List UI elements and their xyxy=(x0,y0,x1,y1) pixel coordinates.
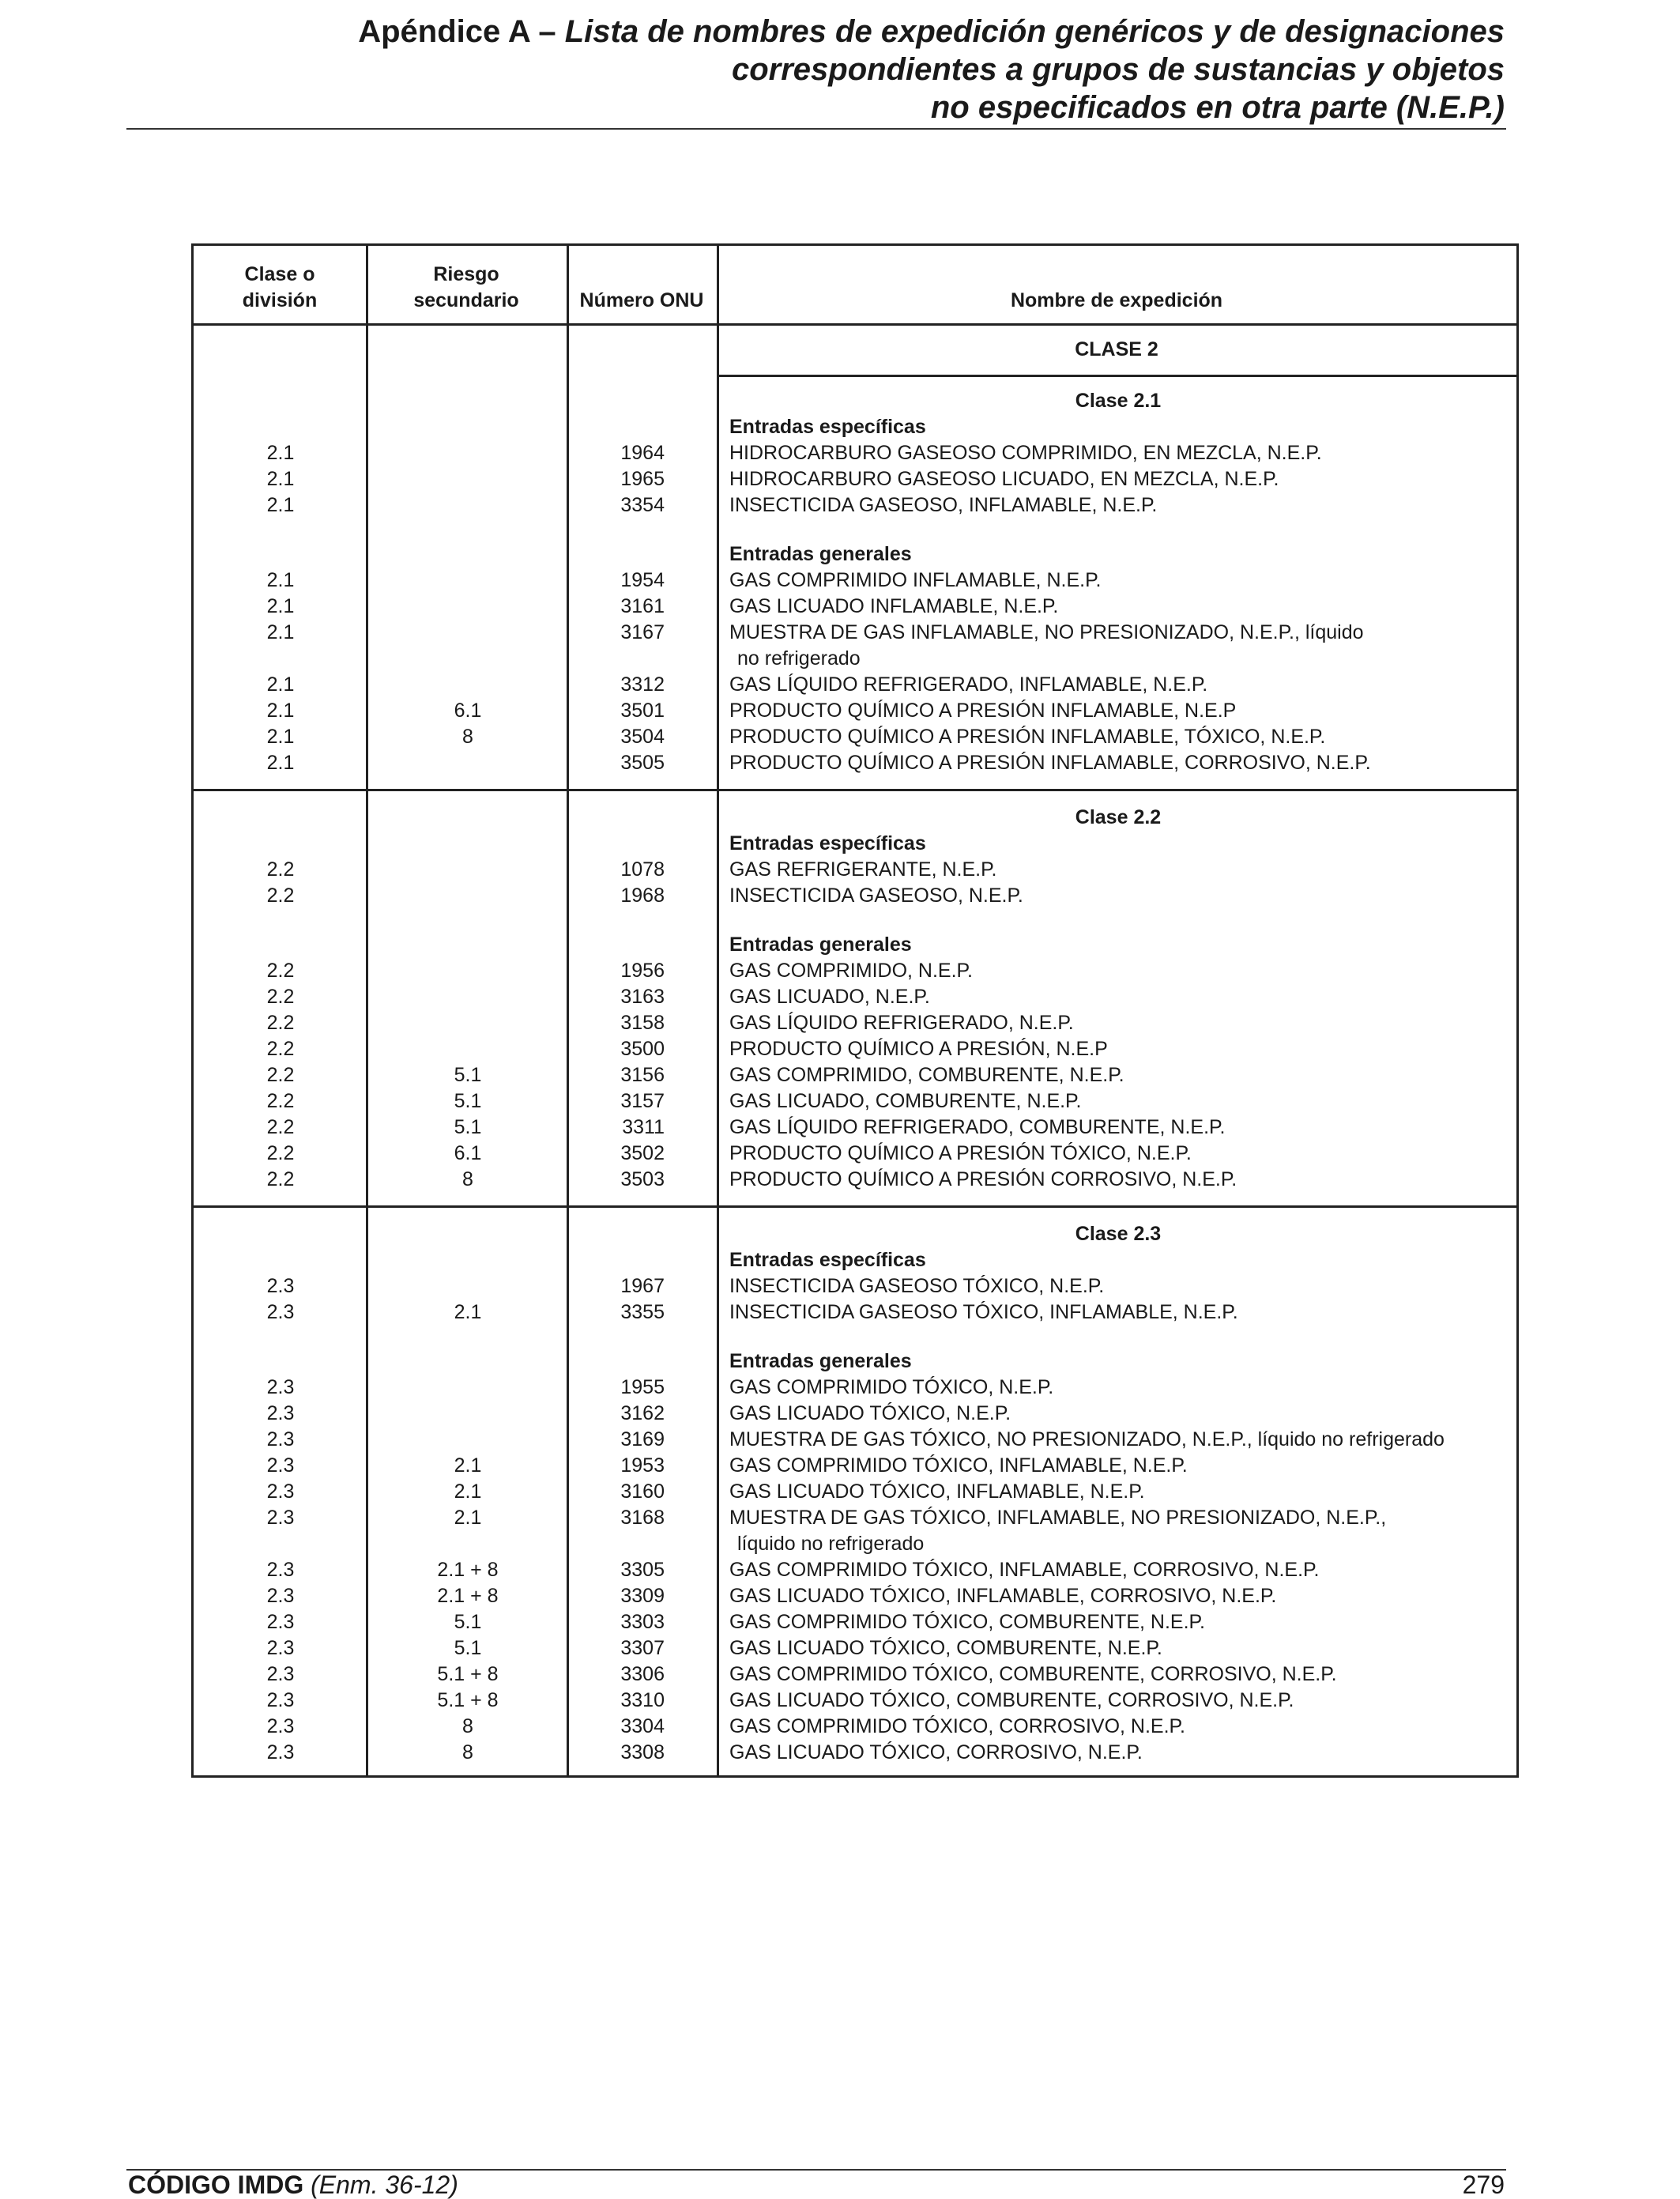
un-number-cell: 3304 xyxy=(620,1715,665,1737)
footer-code-name: CÓDIGO IMDG xyxy=(128,2171,304,2199)
table-row xyxy=(194,1273,1516,1299)
table-row xyxy=(194,672,1516,698)
un-number-cell: 3303 xyxy=(620,1611,665,1633)
header-lead: Apéndice A – xyxy=(358,14,565,49)
shipping-name-cell: GAS REFRIGERANTE, N.E.P. xyxy=(729,858,997,881)
shipping-name-cell: GAS LICUADO, COMBURENTE, N.E.P. xyxy=(729,1090,1082,1112)
table-row xyxy=(194,492,1516,519)
section-divider xyxy=(194,789,1516,791)
footer-code xyxy=(128,2172,458,2197)
class-cell: 2.2 xyxy=(266,1090,295,1112)
un-number-cell: 3162 xyxy=(620,1402,665,1424)
table-row xyxy=(194,958,1516,984)
entries-subheading: Entradas generales xyxy=(729,934,912,956)
subsidiary-risk-cell: 5.1 xyxy=(454,1064,482,1086)
shipping-name-cell: PRODUCTO QUÍMICO A PRESIÓN, N.E.P xyxy=(729,1038,1108,1060)
shipping-name-cell: GAS COMPRIMIDO TÓXICO, N.E.P. xyxy=(729,1376,1054,1398)
entries-subheading: Entradas generales xyxy=(729,543,912,565)
table-row xyxy=(194,1557,1516,1583)
un-number-cell: 3168 xyxy=(620,1507,665,1529)
class-cell: 2.1 xyxy=(266,673,295,696)
class-cell: 2.1 xyxy=(266,494,295,516)
subsidiary-risk-cell: 2.1 xyxy=(454,1480,482,1503)
un-number-cell: 3157 xyxy=(620,1090,665,1112)
subsidiary-risk-cell: 5.1 xyxy=(454,1090,482,1112)
shipping-name-cell: GAS COMPRIMIDO, COMBURENTE, N.E.P. xyxy=(729,1064,1124,1086)
section-heading: Clase 2.3 xyxy=(1075,1223,1162,1245)
subsidiary-risk-cell: 5.1 + 8 xyxy=(437,1689,499,1711)
table-row xyxy=(194,1609,1516,1635)
header-title-1: Lista de nombres de expedición genéricos y de designaciones xyxy=(564,14,1505,49)
un-number-cell: 3167 xyxy=(620,621,665,643)
table-row xyxy=(194,1088,1516,1115)
un-number-cell: 1965 xyxy=(620,468,665,490)
class-cell: 2.2 xyxy=(266,1038,295,1060)
class-cell: 2.2 xyxy=(266,960,295,982)
shipping-name-cell: HIDROCARBURO GASEOSO LICUADO, EN MEZCLA, N.E.P. xyxy=(729,468,1279,490)
table-row xyxy=(194,984,1516,1010)
un-number-cell: 3158 xyxy=(620,1012,665,1034)
table-row xyxy=(194,594,1516,620)
un-number-cell: 1955 xyxy=(620,1376,665,1398)
shipping-name-cell: GAS LICUADO TÓXICO, COMBURENTE, CORROSIVO, N.E.P. xyxy=(729,1689,1294,1711)
un-number-cell: 1078 xyxy=(620,858,665,881)
un-number-cell: 3163 xyxy=(620,986,665,1008)
subheading-row xyxy=(194,932,1516,958)
footer-amendment: (Enm. 36-12) xyxy=(311,2171,458,2199)
subheading-row xyxy=(194,831,1516,857)
table-row xyxy=(194,1453,1516,1479)
class-cell: 2.1 xyxy=(266,726,295,748)
table-row xyxy=(194,1479,1516,1505)
table-row xyxy=(194,1427,1516,1453)
subsidiary-risk-cell: 6.1 xyxy=(454,1142,482,1164)
entries-subheading: Entradas generales xyxy=(729,1350,912,1372)
shipping-name-cell: PRODUCTO QUÍMICO A PRESIÓN TÓXICO, N.E.P. xyxy=(729,1142,1192,1164)
un-number-cell: 1968 xyxy=(620,885,665,907)
class-cell: 2.2 xyxy=(266,1116,295,1138)
entries-subheading: Entradas específicas xyxy=(729,832,926,854)
table-row xyxy=(194,1010,1516,1036)
shipping-name-cell: PRODUCTO QUÍMICO A PRESIÓN INFLAMABLE, N.E.P xyxy=(729,700,1237,722)
un-number-cell: 3500 xyxy=(620,1038,665,1060)
subsidiary-risk-cell: 2.1 + 8 xyxy=(437,1585,499,1607)
table-row xyxy=(194,1062,1516,1088)
subsidiary-risk-cell: 2.1 xyxy=(454,1507,482,1529)
un-number-cell: 1954 xyxy=(620,569,665,591)
shipping-name-cell: GAS LICUADO TÓXICO, CORROSIVO, N.E.P. xyxy=(729,1741,1143,1763)
table-row xyxy=(194,857,1516,883)
un-number-cell: 3355 xyxy=(620,1301,665,1323)
subsidiary-risk-cell: 8 xyxy=(462,1715,473,1737)
table-row xyxy=(194,1662,1516,1688)
class-cell: 2.3 xyxy=(266,1507,295,1529)
class-cell: 2.1 xyxy=(266,569,295,591)
un-number-cell: 3310 xyxy=(620,1689,665,1711)
col-header-riesgo xyxy=(366,262,567,314)
class-cell: 2.2 xyxy=(266,986,295,1008)
table-row xyxy=(194,1167,1516,1193)
subsidiary-risk-cell: 2.1 + 8 xyxy=(437,1559,499,1581)
subsidiary-risk-cell: 2.1 xyxy=(454,1301,482,1323)
subsidiary-risk-cell: 8 xyxy=(462,1168,473,1190)
class-cell: 2.3 xyxy=(266,1480,295,1503)
shipping-name-cell: MUESTRA DE GAS TÓXICO, INFLAMABLE, NO PRESIONIZADO, N.E.P., xyxy=(729,1507,1387,1529)
col-header-nombre: Nombre de expedición xyxy=(1010,289,1223,311)
table-row xyxy=(194,750,1516,776)
subheading-row xyxy=(194,414,1516,440)
table-row xyxy=(194,1115,1516,1141)
class-cell: 2.3 xyxy=(266,1275,295,1297)
un-number-cell: 3309 xyxy=(620,1585,665,1607)
nep-table xyxy=(191,243,1519,1778)
class-cell: 2.3 xyxy=(266,1376,295,1398)
table-row xyxy=(194,1688,1516,1714)
shipping-name-cell: INSECTICIDA GASEOSO TÓXICO, N.E.P. xyxy=(729,1275,1105,1297)
shipping-name-cell: GAS LÍQUIDO REFRIGERADO, COMBURENTE, N.E.P. xyxy=(729,1116,1226,1138)
table-row xyxy=(194,1141,1516,1167)
table-row xyxy=(194,1375,1516,1401)
un-number-cell: 3305 xyxy=(620,1559,665,1581)
subsidiary-risk-cell: 5.1 xyxy=(454,1637,482,1659)
continuation-row xyxy=(194,646,1516,672)
subsidiary-risk-cell: 8 xyxy=(462,726,473,748)
subheading-row xyxy=(194,541,1516,568)
shipping-name-cell: MUESTRA DE GAS INFLAMABLE, NO PRESIONIZADO, N.E.P., líquido xyxy=(729,621,1364,643)
shipping-name-cell: INSECTICIDA GASEOSO, INFLAMABLE, N.E.P. xyxy=(729,494,1158,516)
table-row xyxy=(194,698,1516,724)
class-cell: 2.3 xyxy=(266,1741,295,1763)
shipping-name-cell: GAS COMPRIMIDO, N.E.P. xyxy=(729,960,973,982)
shipping-name-cell: PRODUCTO QUÍMICO A PRESIÓN CORROSIVO, N.E.P. xyxy=(729,1168,1237,1190)
un-number-cell: 3501 xyxy=(620,700,665,722)
un-number-cell: 3311 xyxy=(622,1116,665,1138)
subsidiary-risk-cell: 5.1 xyxy=(454,1116,482,1138)
class-cell: 2.2 xyxy=(266,1168,295,1190)
table-row xyxy=(194,440,1516,466)
un-number-cell: 3156 xyxy=(620,1064,665,1086)
class-cell: 2.3 xyxy=(266,1611,295,1633)
subsidiary-risk-cell: 5.1 + 8 xyxy=(437,1663,499,1685)
subsidiary-risk-cell: 2.1 xyxy=(454,1454,482,1477)
table-row xyxy=(194,466,1516,492)
class-cell: 2.2 xyxy=(266,858,295,881)
class-cell: 2.1 xyxy=(266,595,295,617)
class-cell: 2.1 xyxy=(266,752,295,774)
shipping-name-cell: GAS COMPRIMIDO TÓXICO, CORROSIVO, N.E.P. xyxy=(729,1715,1185,1737)
shipping-name-cell: GAS LICUADO TÓXICO, INFLAMABLE, N.E.P. xyxy=(729,1480,1145,1503)
continuation-row xyxy=(194,1531,1516,1557)
subsidiary-risk-cell: 6.1 xyxy=(454,700,482,722)
class-cell: 2.2 xyxy=(266,1064,295,1086)
un-number-cell: 1967 xyxy=(620,1275,665,1297)
class-cell: 2.3 xyxy=(266,1689,295,1711)
table-row xyxy=(194,1505,1516,1531)
un-number-cell: 3504 xyxy=(620,726,665,748)
header-row-divider xyxy=(194,323,1516,326)
entries-subheading: Entradas específicas xyxy=(729,416,926,438)
header-line-1 xyxy=(126,13,1505,51)
table-row xyxy=(194,1299,1516,1326)
table-row xyxy=(194,883,1516,909)
class-cell: 2.2 xyxy=(266,1012,295,1034)
un-number-cell: 1956 xyxy=(620,960,665,982)
class-cell: 2.2 xyxy=(266,885,295,907)
shipping-name-cell: GAS LICUADO INFLAMABLE, N.E.P. xyxy=(729,595,1059,617)
shipping-name-cell: GAS LICUADO TÓXICO, N.E.P. xyxy=(729,1402,1011,1424)
table-row xyxy=(194,1036,1516,1062)
col-header-riesgo-line2: secundario xyxy=(413,289,519,311)
table-row xyxy=(194,724,1516,750)
subsidiary-risk-cell: 8 xyxy=(462,1741,473,1763)
header-rule xyxy=(126,128,1506,130)
un-number-cell: 3160 xyxy=(620,1480,665,1503)
un-number-cell: 3308 xyxy=(620,1741,665,1763)
shipping-name-cell: GAS COMPRIMIDO TÓXICO, INFLAMABLE, N.E.P. xyxy=(729,1454,1188,1477)
shipping-name-cell: GAS COMPRIMIDO TÓXICO, INFLAMABLE, CORROSIVO, N.E.P. xyxy=(729,1559,1320,1581)
shipping-name-cell: GAS COMPRIMIDO TÓXICO, COMBURENTE, CORROSIVO, N.E.P. xyxy=(729,1663,1337,1685)
subheading-row xyxy=(194,1247,1516,1273)
shipping-name-continuation: líquido no refrigerado xyxy=(737,1533,925,1555)
table-row xyxy=(194,1401,1516,1427)
shipping-name-cell: GAS LICUADO, N.E.P. xyxy=(729,986,930,1008)
header-title-2: correspondientes a grupos de sustancias y objetos xyxy=(731,52,1505,87)
class-cell: 2.2 xyxy=(266,1142,295,1164)
col-header-clase-line2: división xyxy=(242,289,318,311)
class-cell: 2.3 xyxy=(266,1559,295,1581)
class-cell: 2.3 xyxy=(266,1454,295,1477)
col-header-numero: Número ONU xyxy=(579,289,704,311)
shipping-name-cell: GAS LICUADO TÓXICO, COMBURENTE, N.E.P. xyxy=(729,1637,1162,1659)
un-number-cell: 1953 xyxy=(620,1454,665,1477)
table-row xyxy=(194,620,1516,646)
shipping-name-cell: MUESTRA DE GAS TÓXICO, NO PRESIONIZADO, N.E.P., líquido no refrigerado xyxy=(729,1428,1445,1450)
un-number-cell: 3307 xyxy=(620,1637,665,1659)
class-cell: 2.1 xyxy=(266,468,295,490)
un-number-cell: 3503 xyxy=(620,1168,665,1190)
class-cell: 2.3 xyxy=(266,1402,295,1424)
entries-subheading: Entradas específicas xyxy=(729,1249,926,1271)
class-heading-divider xyxy=(717,375,1516,377)
section-divider xyxy=(194,1205,1516,1208)
un-number-cell: 3354 xyxy=(620,494,665,516)
shipping-name-cell: GAS LÍQUIDO REFRIGERADO, N.E.P. xyxy=(729,1012,1074,1034)
shipping-name-cell: PRODUCTO QUÍMICO A PRESIÓN INFLAMABLE, CORROSIVO, N.E.P. xyxy=(729,752,1371,774)
col-header-riesgo-line1: Riesgo xyxy=(433,263,499,285)
shipping-name-cell: GAS COMPRIMIDO TÓXICO, COMBURENTE, N.E.P. xyxy=(729,1611,1205,1633)
class-cell: 2.1 xyxy=(266,621,295,643)
col-header-clase-line1: Clase o xyxy=(244,263,315,285)
table-row xyxy=(194,1583,1516,1609)
class-cell: 2.3 xyxy=(266,1663,295,1685)
subheading-row xyxy=(194,1348,1516,1375)
section-heading-row xyxy=(194,388,1516,414)
un-number-cell: 3505 xyxy=(620,752,665,774)
col-header-clase xyxy=(194,262,366,314)
subsidiary-risk-cell: 5.1 xyxy=(454,1611,482,1633)
table-row xyxy=(194,1635,1516,1662)
section-heading: Clase 2.2 xyxy=(1075,806,1162,828)
table-row xyxy=(194,568,1516,594)
class-cell: 2.1 xyxy=(266,700,295,722)
table-row xyxy=(194,1740,1516,1766)
shipping-name-cell: HIDROCARBURO GASEOSO COMPRIMIDO, EN MEZCLA, N.E.P. xyxy=(729,442,1322,464)
section-heading: Clase 2.1 xyxy=(1075,390,1162,412)
section-heading-row xyxy=(194,805,1516,831)
shipping-name-cell: PRODUCTO QUÍMICO A PRESIÓN INFLAMABLE, TÓXICO, N.E.P. xyxy=(729,726,1326,748)
shipping-name-cell: GAS LÍQUIDO REFRIGERADO, INFLAMABLE, N.E.P. xyxy=(729,673,1208,696)
class-cell: 2.1 xyxy=(266,442,295,464)
un-number-cell: 1964 xyxy=(620,442,665,464)
shipping-name-cell: INSECTICIDA GASEOSO, N.E.P. xyxy=(729,885,1023,907)
un-number-cell: 3169 xyxy=(620,1428,665,1450)
section-heading-row xyxy=(194,1221,1516,1247)
class-cell: 2.3 xyxy=(266,1428,295,1450)
class-cell: 2.3 xyxy=(266,1715,295,1737)
shipping-name-cell: INSECTICIDA GASEOSO TÓXICO, INFLAMABLE, N.E.P. xyxy=(729,1301,1238,1323)
class-cell: 2.3 xyxy=(266,1585,295,1607)
page-number: 279 xyxy=(1462,2171,1505,2199)
shipping-name-continuation: no refrigerado xyxy=(737,647,861,670)
shipping-name-cell: GAS LICUADO TÓXICO, INFLAMABLE, CORROSIVO, N.E.P. xyxy=(729,1585,1277,1607)
un-number-cell: 3161 xyxy=(620,595,665,617)
table-row xyxy=(194,1714,1516,1740)
un-number-cell: 3312 xyxy=(620,673,665,696)
class-cell: 2.3 xyxy=(266,1301,295,1323)
class-cell: 2.3 xyxy=(266,1637,295,1659)
un-number-cell: 3306 xyxy=(620,1663,665,1685)
page-header xyxy=(126,13,1505,126)
shipping-name-cell: GAS COMPRIMIDO INFLAMABLE, N.E.P. xyxy=(729,569,1102,591)
un-number-cell: 3502 xyxy=(620,1142,665,1164)
class-heading: CLASE 2 xyxy=(1075,338,1158,360)
header-title-3: no especificados en otra parte (N.E.P.) xyxy=(930,90,1505,125)
